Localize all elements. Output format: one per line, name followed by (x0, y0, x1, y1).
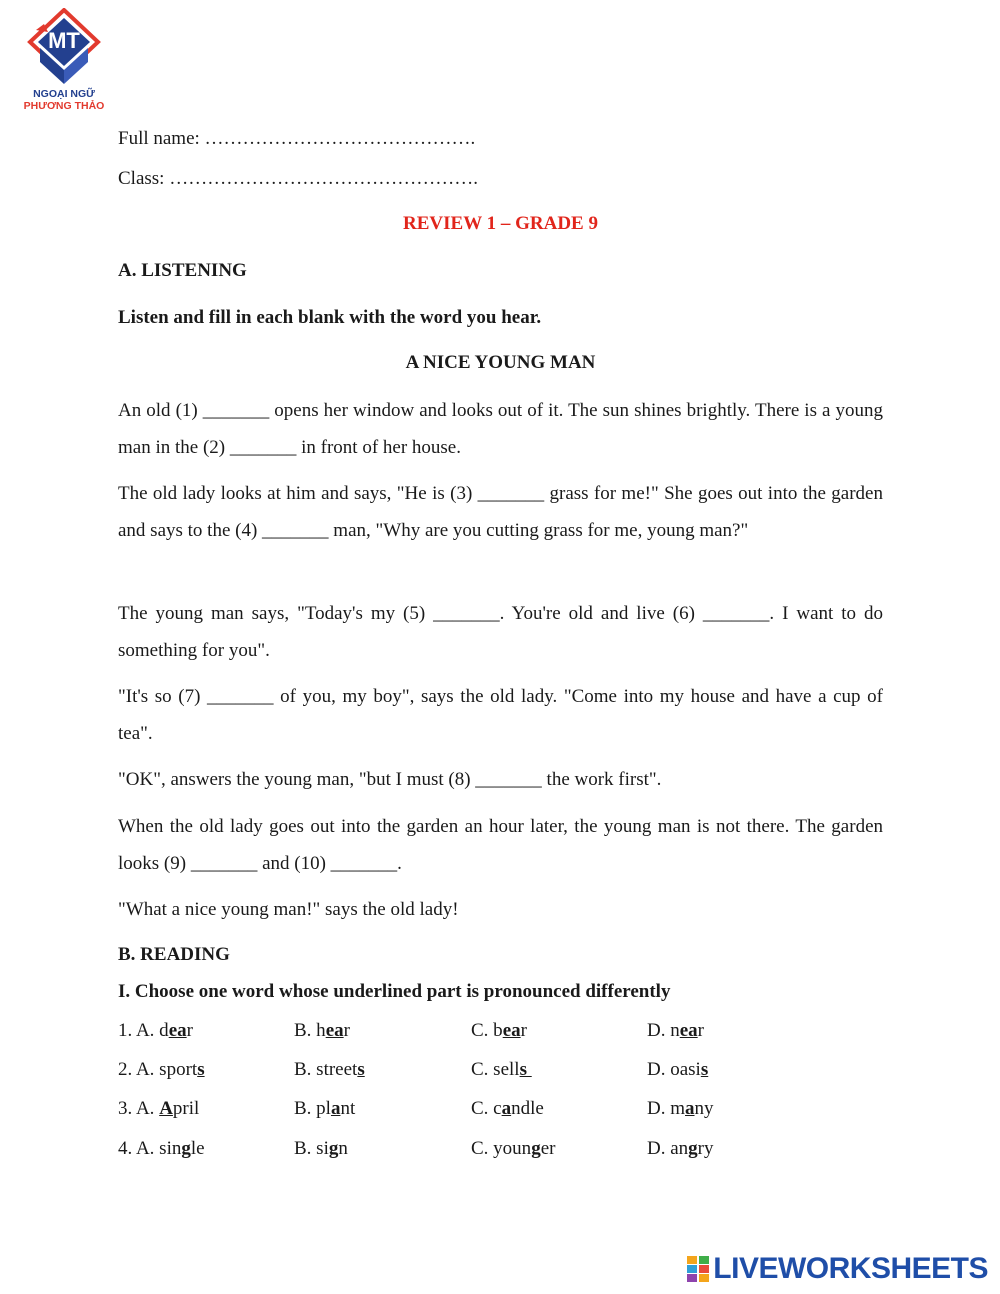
paragraph-5: "OK", answers the young man, "but I must (8) _______ the work first". (118, 769, 662, 790)
story-title: A NICE YOUNG MAN (405, 352, 596, 373)
q3-option-b[interactable]: B. plant (294, 1098, 356, 1119)
q3-option-c[interactable]: C. candle (471, 1098, 544, 1119)
paragraph-1: An old (1) _______ opens her window and looks out of it. The sun shines brightly. There is a young man in the (2) _______ in front of her house. (118, 400, 883, 458)
school-logo (14, 8, 114, 116)
class-field[interactable]: Class: …………………………………………. (118, 168, 478, 189)
q3-option-d[interactable]: D. many (647, 1098, 714, 1119)
q2-option-b[interactable]: B. streets (294, 1059, 365, 1080)
q3-option-a[interactable]: 3. A. April (118, 1098, 200, 1119)
q1-option-b[interactable]: B. hear (294, 1020, 350, 1041)
paragraph-6: When the old lady goes out into the garden an hour later, the young man is not there. The garden looks (9) _______ and (10) _______. (118, 816, 883, 874)
liveworksheets-wordmark: LIVEWORKSHEETS (713, 1252, 988, 1285)
liveworksheets-blocks-icon (687, 1256, 709, 1282)
logo-mark-icon (14, 8, 114, 88)
q1-option-a[interactable]: 1. A. dear (118, 1020, 193, 1041)
q4-option-b[interactable]: B. sign (294, 1138, 348, 1159)
q2-option-d[interactable]: D. oasis (647, 1059, 709, 1080)
q4-option-c[interactable]: C. younger (471, 1138, 556, 1159)
q1-option-c[interactable]: C. bear (471, 1020, 527, 1041)
liveworksheets-brand (687, 1252, 988, 1286)
paragraph-4: "It's so (7) _______ of you, my boy", says the old lady. "Come into my house and have a cup of tea". (118, 686, 883, 744)
paragraph-7: "What a nice young man!" says the old lady! (118, 899, 459, 920)
paragraph-3: The young man says, "Today's my (5) _______. You're old and live (6) _______. I want to do something for you". (118, 603, 883, 661)
q4-option-d[interactable]: D. angry (647, 1138, 714, 1159)
full-name-field[interactable]: Full name: ……………………………………. (118, 128, 476, 149)
section-b-heading: B. READING (118, 944, 230, 965)
q2-option-c[interactable]: C. sells (471, 1059, 532, 1080)
q4-option-a[interactable]: 4. A. single (118, 1138, 205, 1159)
logo-line-2: PHƯƠNG THẢO (23, 100, 105, 112)
part-1-title: I. Choose one word whose underlined part is pronounced differently (118, 981, 671, 1002)
paragraph-2: The old lady looks at him and says, "He is (3) _______ grass for me!" She goes out into the garden and says to the (4) _______ man, "Why are you cutting grass for me, young man?" (118, 483, 883, 541)
q1-option-d[interactable]: D. near (647, 1020, 704, 1041)
logo-line-1: NGOẠI NGỮ (33, 88, 95, 100)
page-title: REVIEW 1 – GRADE 9 (403, 213, 598, 234)
logo-monogram: MT (48, 28, 80, 53)
listening-instruction: Listen and fill in each blank with the word you hear. (118, 307, 542, 328)
q2-option-a[interactable]: 2. A. sports (118, 1059, 205, 1080)
section-a-heading: A. LISTENING (118, 260, 247, 281)
